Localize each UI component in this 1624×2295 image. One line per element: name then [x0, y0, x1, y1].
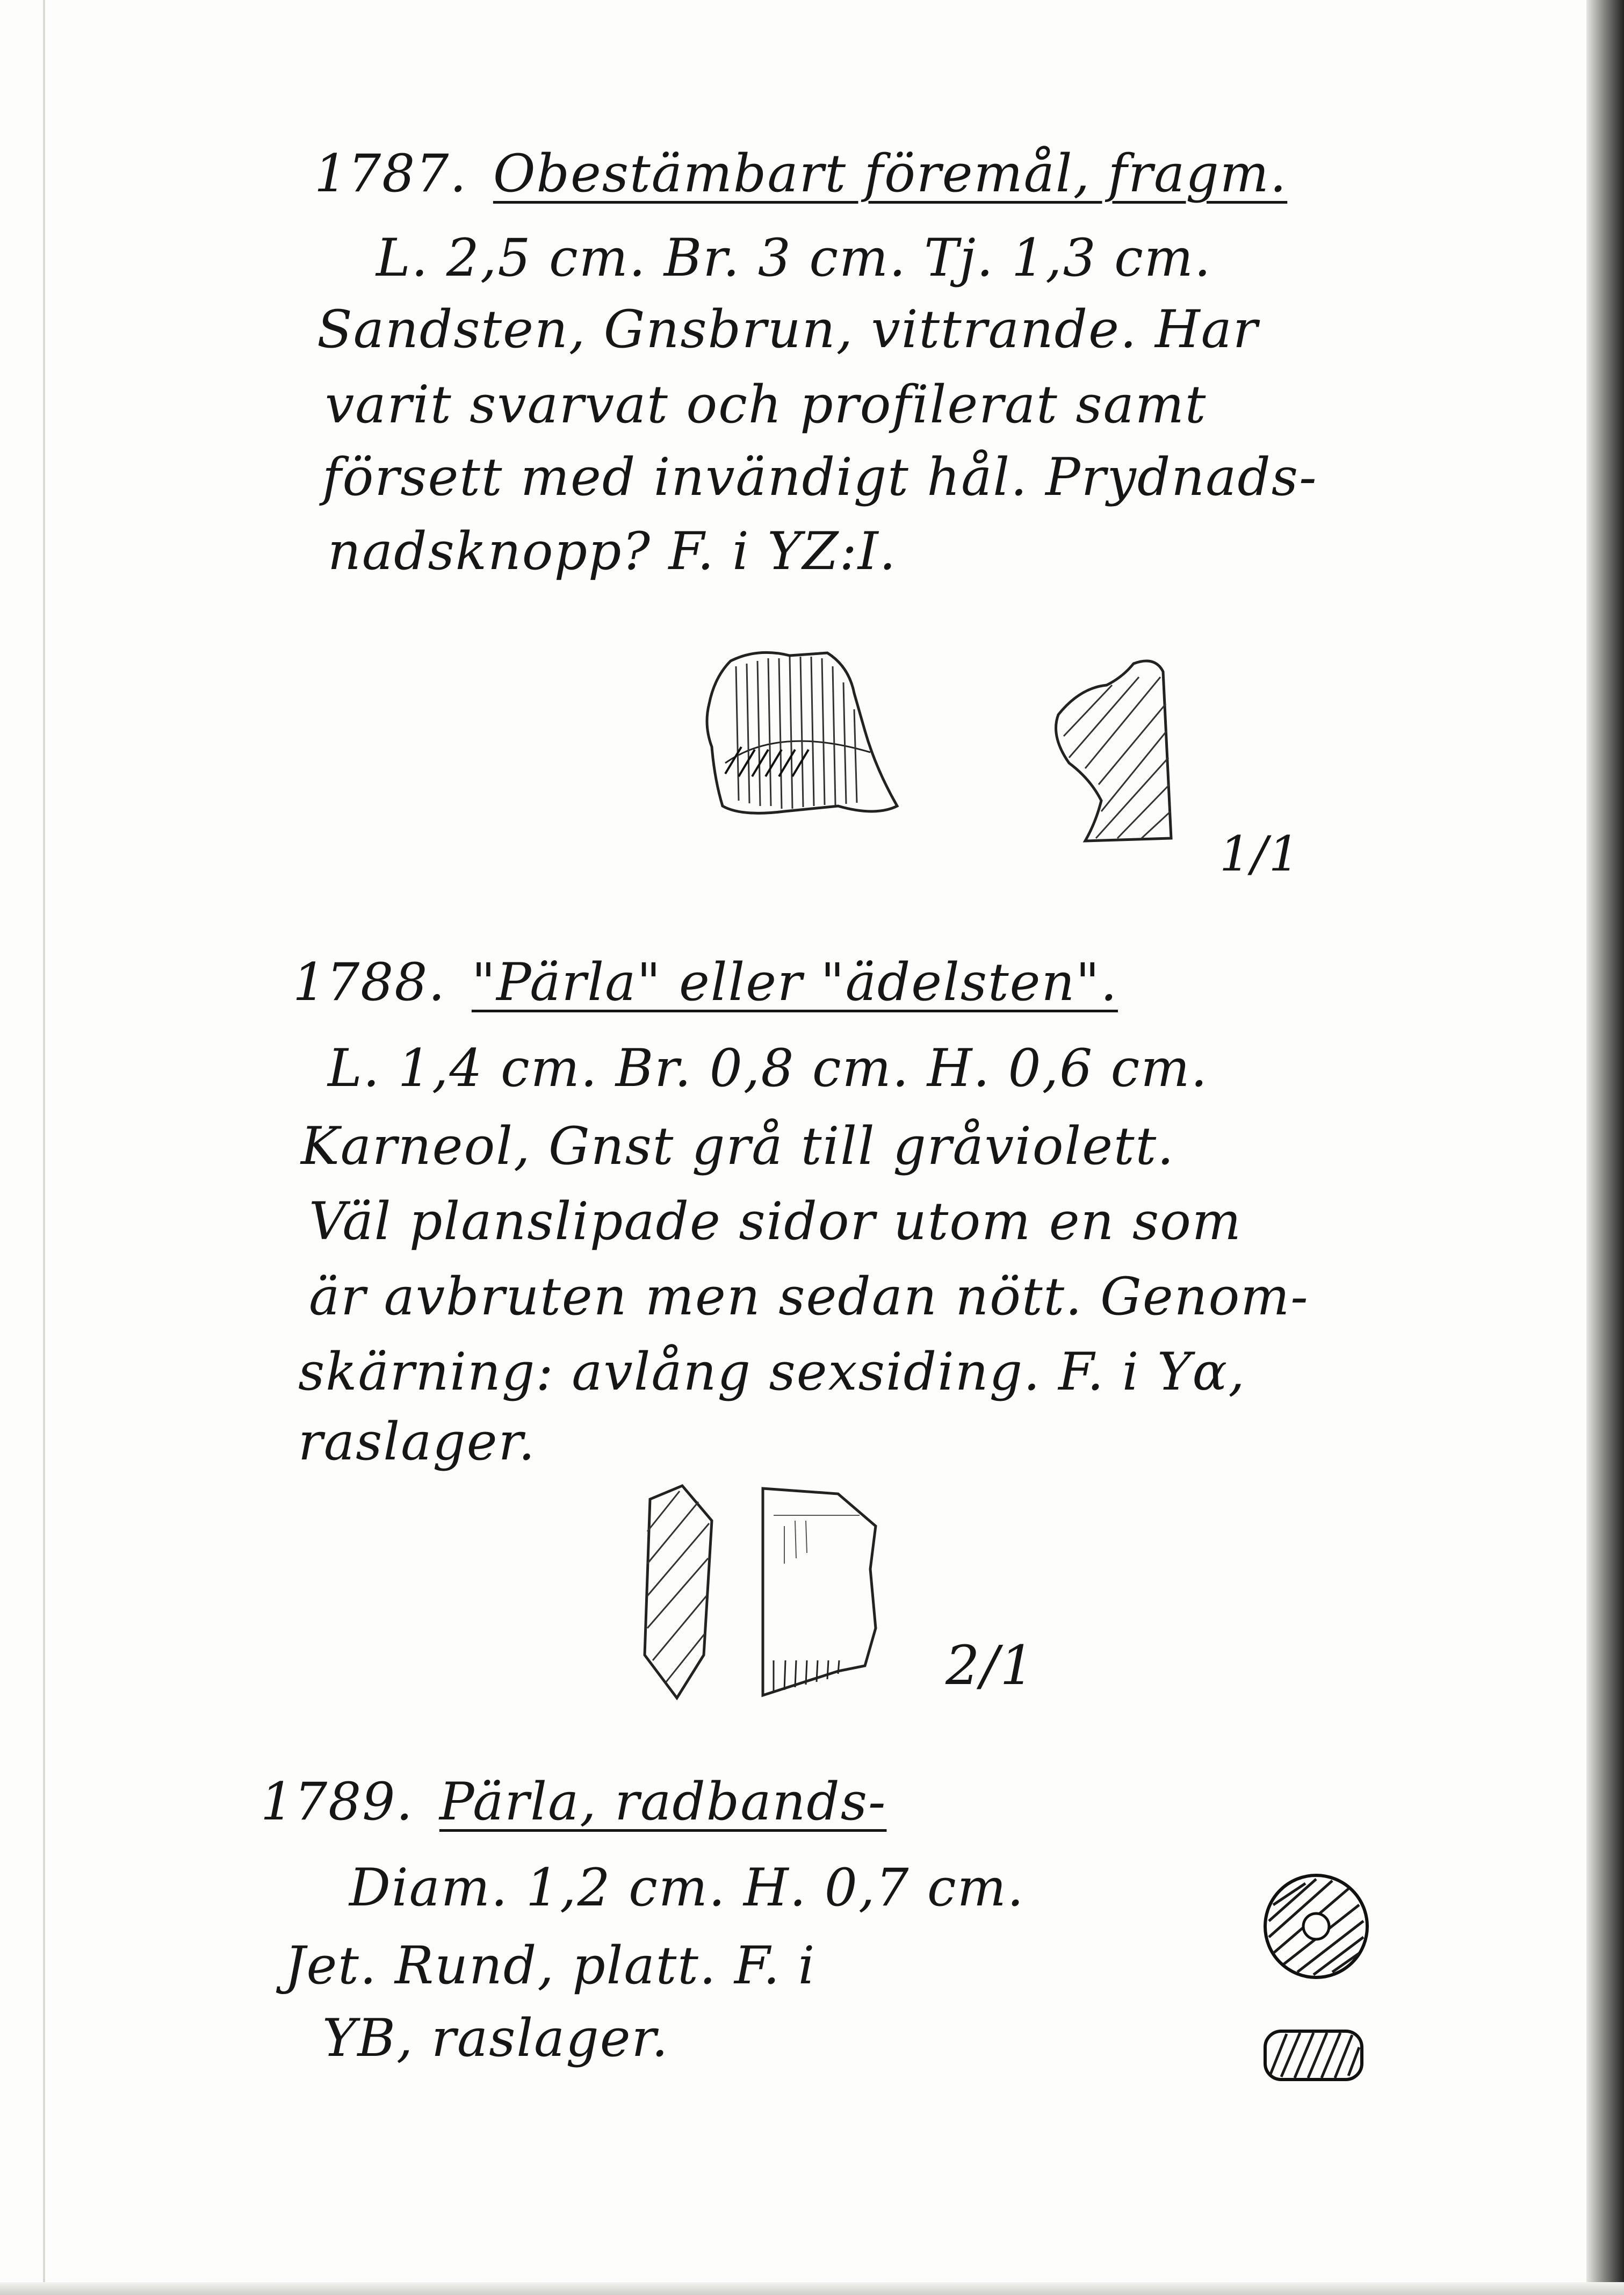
binding-shadow [1586, 0, 1624, 2295]
bead-side-sketch [1260, 2023, 1367, 2088]
entry-1788-heading [293, 952, 1118, 1012]
entry-1788-description-line: är avbruten men sedan nött. Genom- [309, 1267, 1309, 1327]
entry-1787-heading [314, 143, 1288, 204]
entry-1787-measurements: L. 2,5 cm. Br. 3 cm. Tj. 1,3 cm. [376, 228, 1212, 288]
entry-1787-description-line: varit svarvat och profilerat samt [325, 375, 1207, 435]
entry-1787-description-line: nadsknopp? F. i YZ:I. [328, 521, 897, 581]
entry-1789-description-line: Jet. Rund, platt. F. i [285, 1936, 816, 1996]
page-bottom-edge [0, 2282, 1624, 2295]
entry-number: 1787. [314, 143, 467, 204]
fragment-profile-sketch [1048, 656, 1187, 870]
entry-1788-measurements: L. 1,4 cm. Br. 0,8 cm. H. 0,6 cm. [328, 1038, 1208, 1098]
entry-1788-description-line: raslager. [298, 1412, 536, 1472]
entry-1787-description-line: försett med invändigt hål. Prydnads- [322, 447, 1318, 507]
fragment-front-sketch [693, 645, 908, 860]
page-left-edge [43, 0, 45, 2295]
entry-1789-description-line: YB, raslager. [322, 2008, 669, 2068]
entry-1788-description-line: skärning: avlång sexsiding. F. i Yα, [298, 1342, 1246, 1402]
entry-1789-heading [261, 1772, 887, 1832]
entry-1788-description-line: Väl planslipade sidor utom en som [309, 1191, 1242, 1251]
entry-number: 1788. [293, 952, 446, 1012]
entry-title: Pärla, radbands- [439, 1772, 887, 1832]
entry-1789-measurements: Diam. 1,2 cm. H. 0,7 cm. [349, 1858, 1025, 1918]
bead-top-sketch [1257, 1867, 1375, 1985]
entry-number: 1789. [261, 1772, 414, 1832]
entry-1788-description-line: Karneol, Gnst grå till gråviolett. [301, 1116, 1175, 1176]
entry-1788-scale: 2/1 [945, 1634, 1035, 1697]
entry-1787-description-line: Sandsten, Gnsbrun, vittrande. Har [317, 299, 1259, 359]
entry-1787-scale: 1/1 [1219, 826, 1301, 882]
stone-front-sketch [752, 1483, 892, 1709]
entry-title: "Pärla" eller "ädelsten". [471, 952, 1118, 1012]
entry-title: Obestämbart föremål, fragm. [493, 143, 1288, 204]
stone-profile-sketch [623, 1478, 731, 1703]
